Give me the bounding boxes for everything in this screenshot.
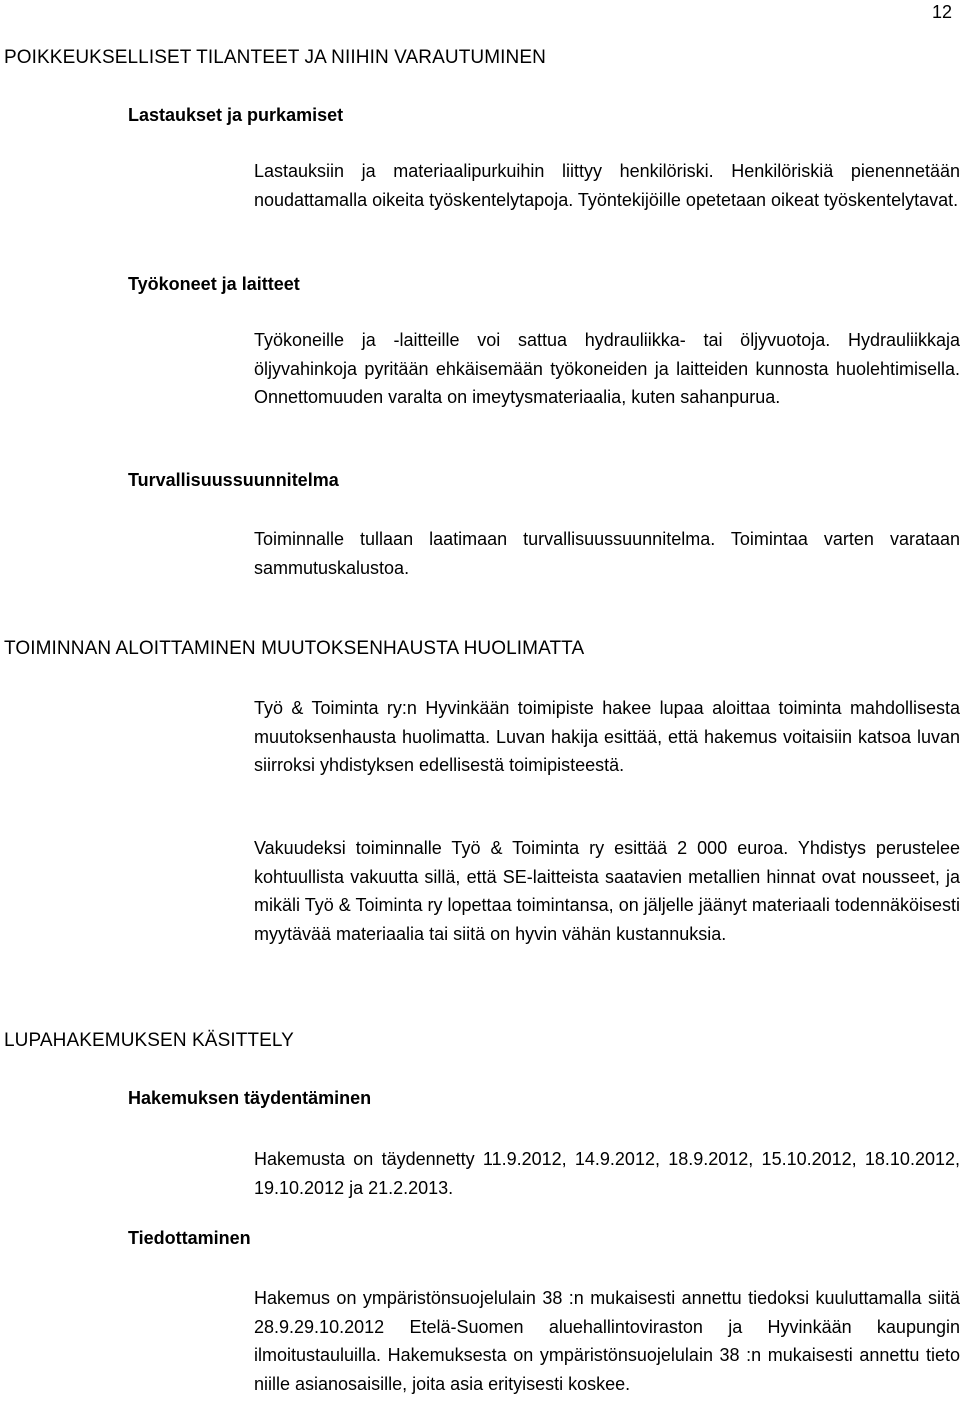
paragraph-tyokoneet: Työkoneille ja -laitteille voi sattua hydrauliikka- tai öljyvuotoja. Hydrauliikkaja öljyvahinkoja pyritään ehkäisemään työkoneiden ja laitteiden kunnosta huolehtimisella. Onnettomuuden varalta on imeytysmateriaalia, kuten sahanpurua. [254, 330, 960, 407]
subsection-title-tyokoneet: Työkoneet ja laitteet [128, 274, 300, 294]
subsection-title-tiedottaminen: Tiedottaminen [128, 1228, 251, 1248]
section-heading-poikkeukselliset: POIKKEUKSELLISET TILANTEET JA NIIHIN VARAUTUMINEN [4, 47, 546, 68]
page-number: 12 [931, 2, 952, 22]
paragraph-tiedottaminen: Hakemus on ympäristönsuojelulain 38 :n mukaisesti annettu tiedoksi kuuluttamalla siitä 28.9.29.10.2012 Etelä-Suomen aluehallintoviraston ja Hyvinkään kaupungin ilmoitustauluilla. Hakemuksesta on ympäristönsuojelulain 38 :n mukaisesti annettu tieto niille asianosaisille, joita asia erityisesti koskee. [254, 1288, 960, 1394]
subsection-title-lastaukset: Lastaukset ja purkamiset [128, 105, 344, 125]
paragraph-lastaukset: Lastauksiin ja materiaalipurkuihin liittyy henkilöriski. Henkilöriskiä pienennetään noudattamalla oikeita työskentelytapoja. Työntekijöille opetetaan oikeat työskentelytavat. [254, 161, 960, 210]
paragraph-toiminnan-aloittaminen-1: Työ & Toiminta ry:n Hyvinkään toimipiste hakee lupaa aloittaa toiminta mahdollisesta muutoksenhausta huolimatta. Luvan hakija esittää, että hakemus voitaisiin katsoa luvan siirroksi yhdistyksen edellisestä toimipisteestä. [254, 698, 960, 775]
paragraph-toiminnan-aloittaminen-2: Vakuudeksi toiminnalle Työ & Toiminta ry esittää 2 000 euroa. Yhdistys perustelee kohtuullista vakuutta sillä, että SE-laitteista saatavien metallien hinnat ovat nousseet, ja mikäli Työ & Toiminta ry lopettaa toimintansa, on jäljelle jäänyt materiaali todennäköisesti myytävää materiaalia tai siitä on hyvin vähän kustannuksia. [254, 838, 960, 944]
paragraph-turvallisuussuunnitelma: Toiminnalle tullaan laatimaan turvallisuussuunnitelma. Toimintaa varten varataan sammutuskalustoa. [254, 529, 960, 578]
subsection-title-turvallisuussuunnitelma: Turvallisuussuunnitelma [128, 470, 339, 490]
section-heading-lupahakemuksen-kasittely: LUPAHAKEMUKSEN KÄSITTELY [4, 1030, 294, 1051]
section-heading-toiminnan-aloittaminen: TOIMINNAN ALOITTAMINEN MUUTOKSENHAUSTA HUOLIMATTA [4, 638, 585, 659]
subsection-title-hakemuksen-taydentaminen: Hakemuksen täydentäminen [128, 1088, 372, 1108]
paragraph-hakemuksen-taydentaminen: Hakemusta on täydennetty 11.9.2012, 14.9.2012, 18.9.2012, 15.10.2012, 18.10.2012, 19.10.2012 ja 21.2.2013. [254, 1149, 960, 1198]
